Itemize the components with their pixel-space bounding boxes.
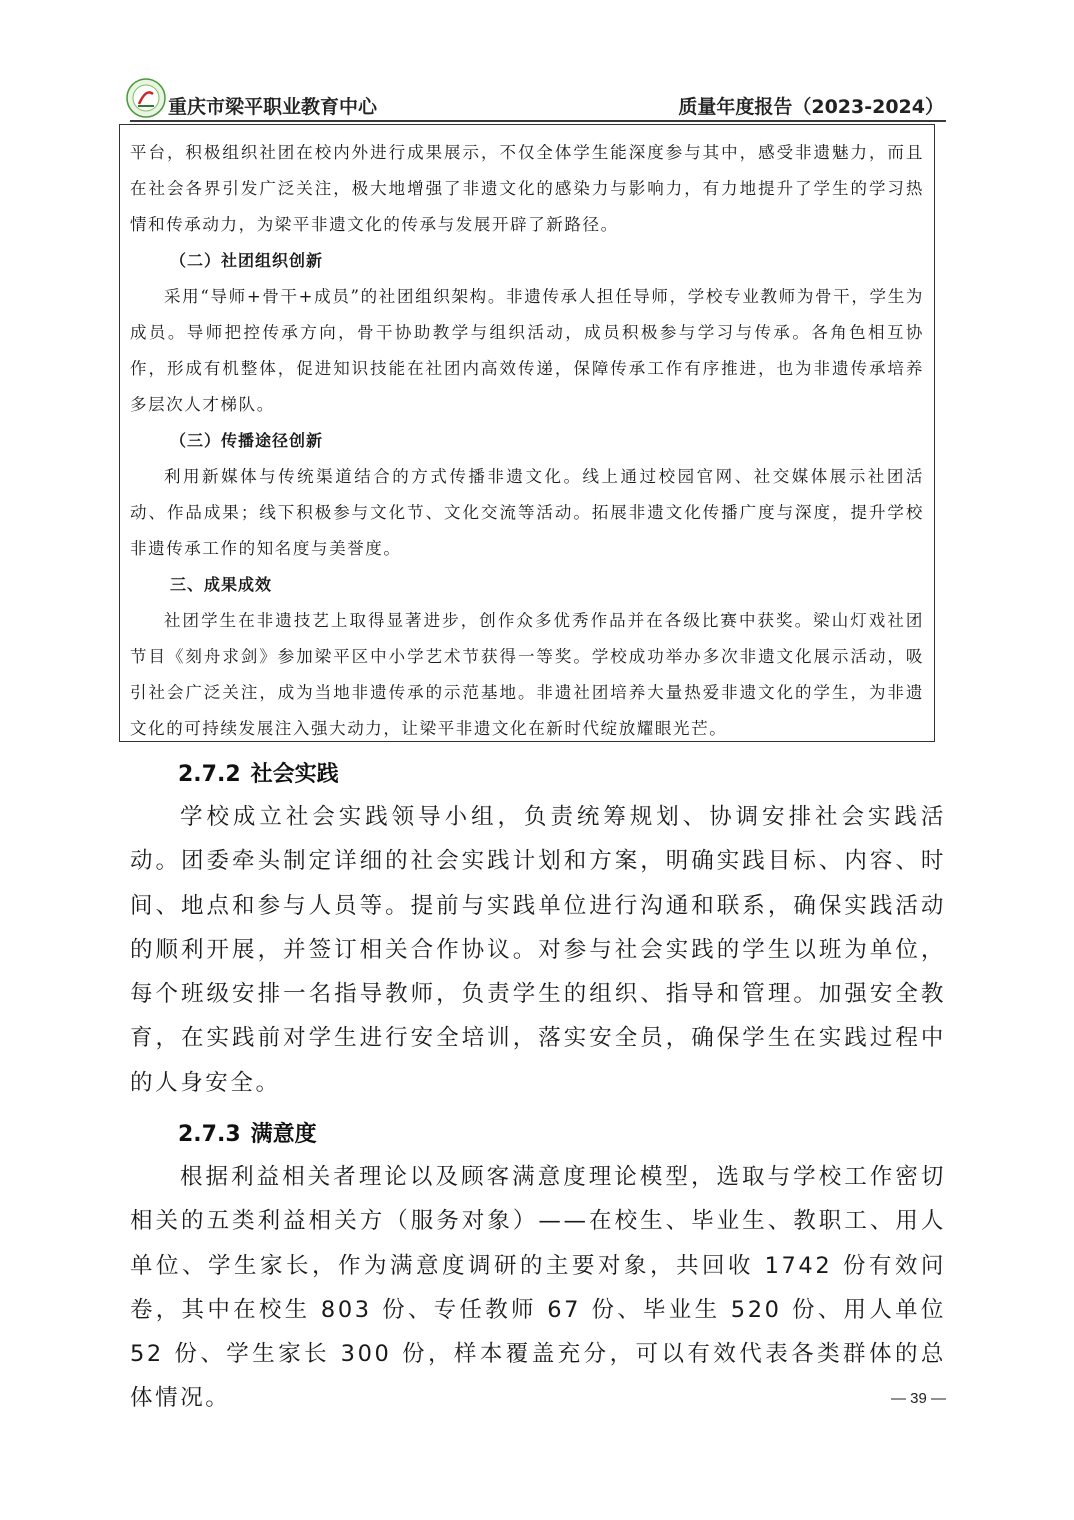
school-name: 重庆市梁平职业教育中心 [168,96,378,118]
communication-innovation-paragraph: 利用新媒体与传统渠道结合的方式传播非遗文化。线上通过校园官网、社交媒体展示社团活动、作品成果；线下积极参与文化节、文化交流等活动。拓展非遗文化传播广度与深度，提升学校非遗传承工作的知名度与美誉度。 [130,467,924,558]
school-logo-icon [126,78,166,118]
subheading-communication-innovation: （三）传播途径创新 [170,431,324,450]
page-number: — 39 — [890,1390,946,1407]
section-number: 2.7.3 [178,1122,241,1147]
results-paragraph: 社团学生在非遗技艺上取得显著进步，创作众多优秀作品并在各级比赛中获奖。梁山灯戏社团节目《刻舟求剑》参加梁平区中小学艺术节获得一等奖。学校成功举办多次非遗文化展示活动，吸引社会广泛关注，成为当地非遗传承的示范基地。非遗社团培养大量热爱非遗文化的学生，为非遗文化的可持续发展注入强大动力，让梁平非遗文化在新时代绽放耀眼光芒。 [130,611,924,738]
box-intro-paragraph: 平台，积极组织社团在校内外进行成果展示，不仅全体学生能深度参与其中，感受非遗魅力，而且在社会各界引发广泛关注，极大地增强了非遗文化的感染力与影响力，有力地提升了学生的学习热情和传承动力，为梁平非遗文化的传承与发展开辟了新路径。 [130,143,924,234]
section-heading-social-practice [178,757,339,788]
section-title: 社会实践 [250,762,339,787]
section-title: 满意度 [250,1122,317,1147]
section-number: 2.7.2 [178,762,241,787]
social-practice-paragraph: 学校成立社会实践领导小组，负责统筹规划、协调安排社会实践活动。团委牵头制定详细的社会实践计划和方案，明确实践目标、内容、时间、地点和参与人员等。提前与实践单位进行沟通和联系，确保实践活动的顺利开展，并签订相关合作协议。对参与社会实践的学生以班为单位，每个班级安排一名指导教师，负责学生的组织、指导和管理。加强安全教育，在实践前对学生进行安全培训，落实安全员，确保学生在实践过程中的人身安全。 [130,804,946,1096]
section-heading-satisfaction [178,1117,317,1148]
subheading-organization-innovation: （二）社团组织创新 [170,251,324,270]
report-title: 质量年度报告（2023-2024） [678,96,944,118]
case-study-box [119,124,935,742]
heading-results: 三、成果成效 [170,575,273,594]
page-header [130,78,946,122]
satisfaction-paragraph: 根据利益相关者理论以及顾客满意度理论模型，选取与学校工作密切相关的五类利益相关方（服务对象）——在校生、毕业生、教职工、用人单位、学生家长，作为满意度调研的主要对象，共回收 1742 份有效问卷，其中在校生 803 份、专任教师 67 份、毕业生 520 份、用人单位 52 份、学生家长 300 份，样本覆盖充分，可以有效代表各类群体的总体情况。 [130,1164,946,1412]
organization-innovation-paragraph: 采用“导师+骨干+成员”的社团组织架构。非遗传承人担任导师，学校专业教师为骨干，学生为成员。导师把控传承方向，骨干协助教学与组织活动，成员积极参与学习与传承。各角色相互协作，形成有机整体，促进知识技能在社团内高效传递，保障传承工作有序推进，也为非遗传承培养多层次人才梯队。 [130,287,924,414]
